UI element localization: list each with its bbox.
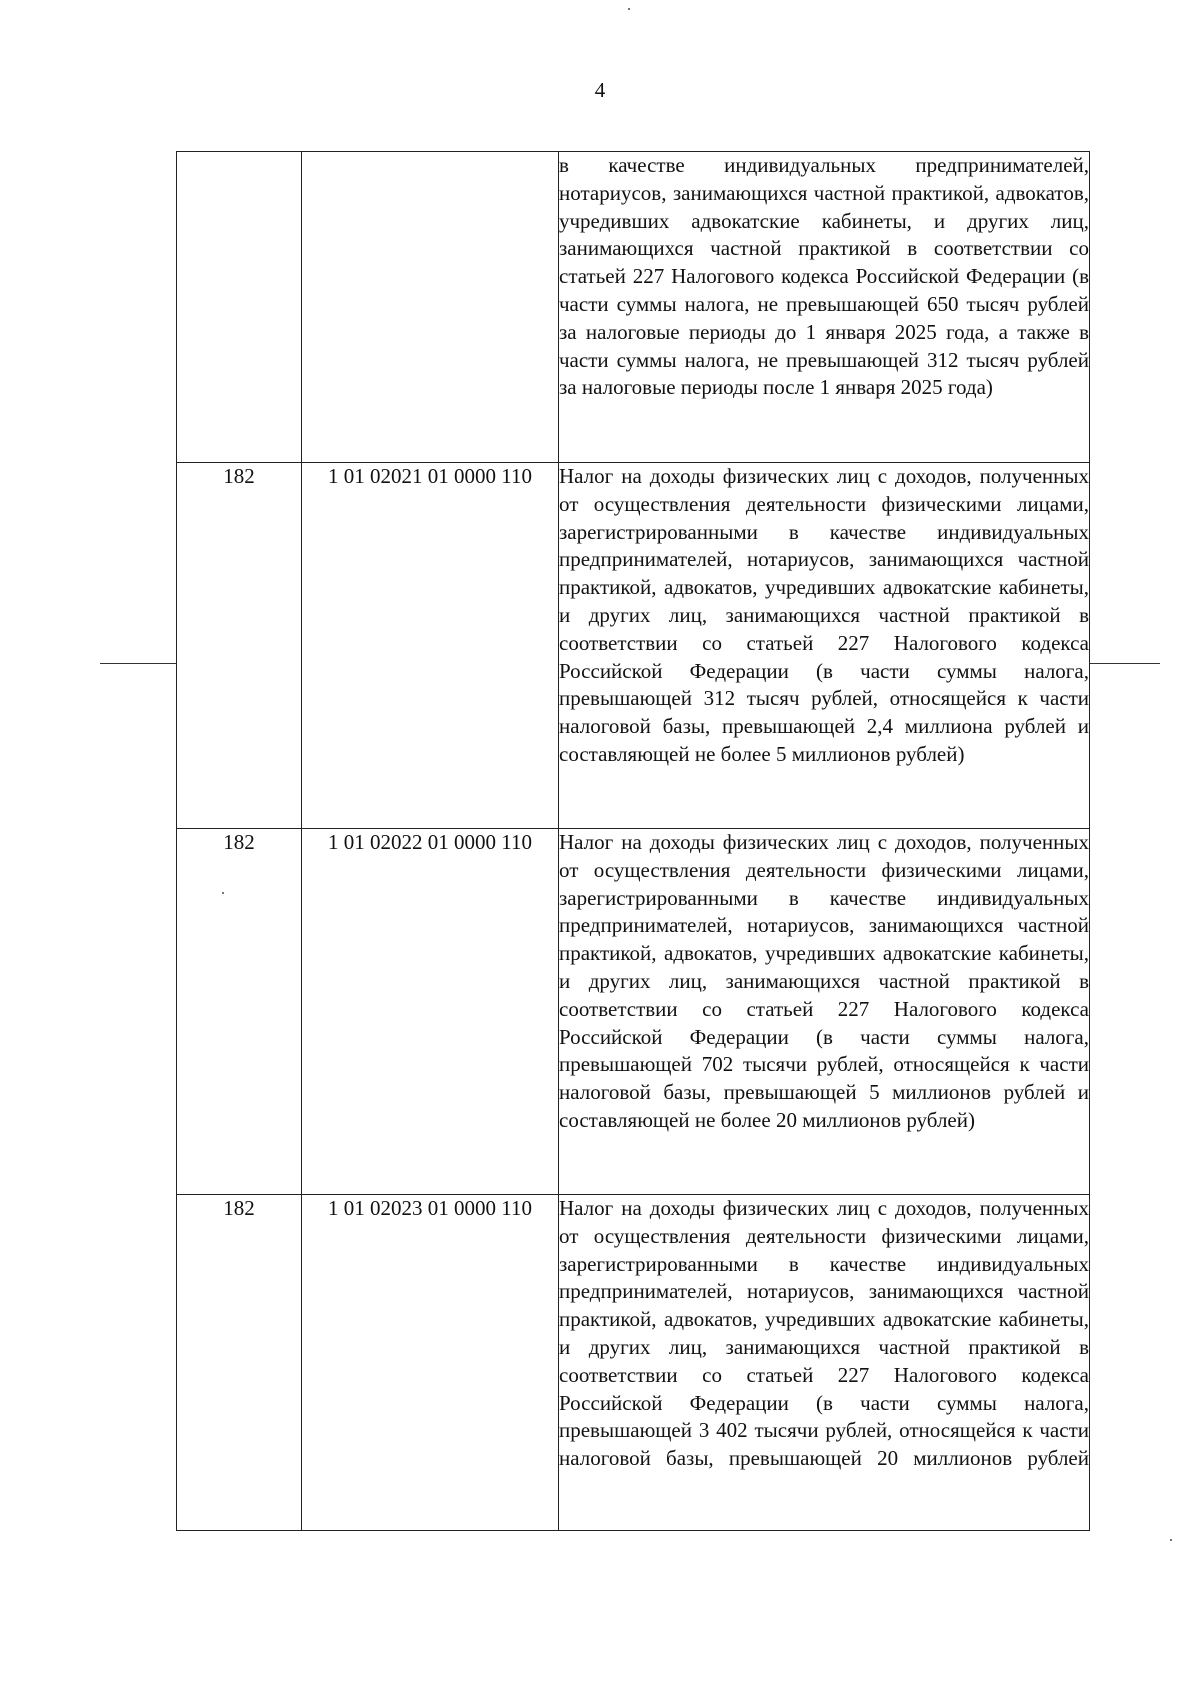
- table-row: [177, 1195, 1090, 1531]
- page-number: 4: [594, 78, 606, 102]
- admin-code-cell: [177, 152, 302, 463]
- income-name-text: в качестве индивидуальных предпринимателей, нотариусов, занимающихся частной практикой, адвокатов, учредивших адвокатские кабинеты, и других лиц, занимающихся частной практикой в соответствии со статьей 227 Налогового кодекса Российской Федерации (в части суммы налога, не превышающей 650 тысяч рублей за налоговые периоды до 1 января 2025 года, а также в части суммы налога, не превышающей 312 тысяч рублей за налоговые периоды после 1 января 2025 года): [559, 153, 1089, 400]
- kbk-code-cell: 1 01 02022 01 0000 110: [302, 829, 559, 1195]
- admin-code-cell: 182: [177, 463, 302, 829]
- table-row: [177, 463, 1090, 829]
- admin-code-cell: 182: [177, 1195, 302, 1531]
- kbk-code-cell: 1 01 02023 01 0000 110: [302, 1195, 559, 1531]
- kbk-table: [176, 151, 1090, 1531]
- income-name-cell: [559, 1195, 1090, 1531]
- scan-artifact-dot: [628, 8, 630, 10]
- income-name-cell: [559, 829, 1090, 1195]
- income-name-text: Налог на доходы физических лиц с доходов, полученных от осуществления деятельности физическими лицами, зарегистрированными в качестве индивидуальных предпринимателей, нотариусов, занимающихся частной практикой, адвокатов, учредивших адвокатские кабинеты, и других лиц, занимающихся частной практикой в соответствии со статьей 227 Налогового кодекса Российской Федерации (в части суммы налога, превышающей 702 тысячи рублей, относящейся к части налоговой базы, превышающей 5 миллионов рублей и составляющей не более 20 миллионов рублей): [559, 830, 1089, 1132]
- scan-artifact-line-right: [1090, 663, 1160, 664]
- scan-artifact-dot: [1170, 1539, 1172, 1541]
- income-name-text: Налог на доходы физических лиц с доходов, полученных от осуществления деятельности физическими лицами, зарегистрированными в качестве индивидуальных предпринимателей, нотариусов, занимающихся частной практикой, адвокатов, учредивших адвокатские кабинеты, и других лиц, занимающихся частной практикой в соответствии со статьей 227 Налогового кодекса Российской Федерации (в части суммы налога, превышающей 312 тысяч рублей, относящейся к части налоговой базы, превышающей 2,4 миллиона рублей и составляющей не более 5 миллионов рублей): [559, 464, 1089, 766]
- income-name-cell: [559, 463, 1090, 829]
- table-row: [177, 829, 1090, 1195]
- admin-code-cell: 182: [177, 829, 302, 1195]
- income-name-text: Налог на доходы физических лиц с доходов, полученных от осуществления деятельности физическими лицами, зарегистрированными в качестве индивидуальных предпринимателей, нотариусов, занимающихся частной практикой, адвокатов, учредивших адвокатские кабинеты, и других лиц, занимающихся частной практикой в соответствии со статьей 227 Налогового кодекса Российской Федерации (в части суммы налога, превышающей 3 402 тысячи рублей, относящейся к части налоговой базы, превышающей 20 миллионов рублей: [559, 1196, 1089, 1471]
- income-name-cell: [559, 152, 1090, 463]
- scan-artifact-line-left: [100, 663, 176, 664]
- table-row: [177, 152, 1090, 463]
- kbk-code-cell: 1 01 02021 01 0000 110: [302, 463, 559, 829]
- kbk-code-cell: [302, 152, 559, 463]
